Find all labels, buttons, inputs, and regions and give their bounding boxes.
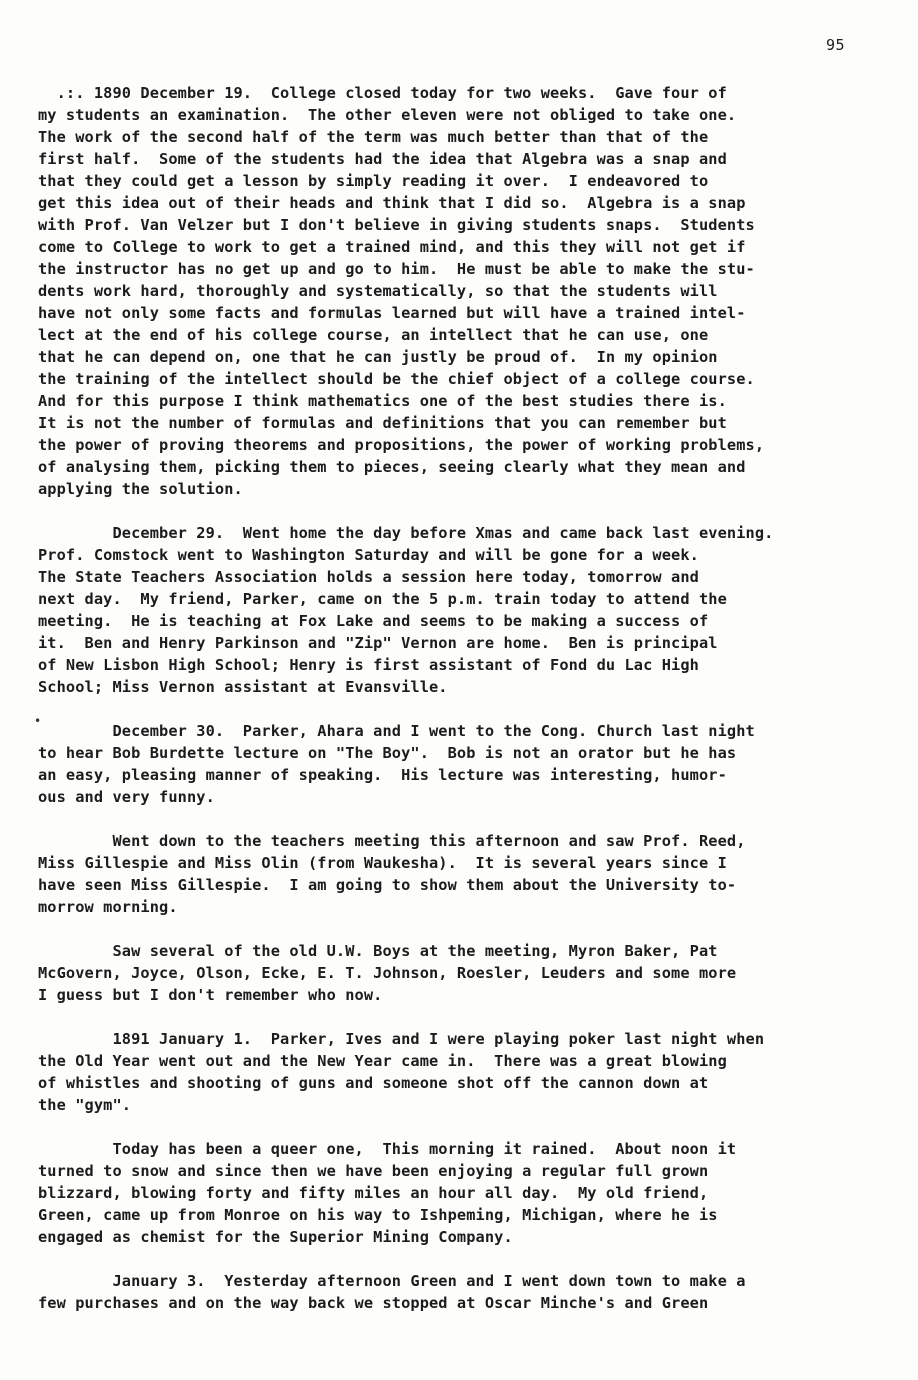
text-line: get this idea out of their heads and think that I did so. Algebra is a snap	[38, 194, 746, 212]
text-line: School; Miss Vernon assistant at Evansville.	[38, 678, 448, 696]
text-line: to hear Bob Burdette lecture on "The Boy". Bob is not an orator but he has	[38, 744, 737, 762]
text-line: have not only some facts and formulas learned but will have a trained intel-	[38, 304, 746, 322]
text-line: few purchases and on the way back we stopped at Oscar Minche's and Green	[38, 1294, 709, 1312]
text-line: It is not the number of formulas and definitions that you can remember but	[38, 414, 727, 432]
diary-entry-paragraph	[38, 830, 898, 918]
text-line: The work of the second half of the term was much better than that of the	[38, 128, 709, 146]
text-line: the instructor has no get up and go to him. He must be able to make the stu-	[38, 260, 755, 278]
text-line: morrow morning.	[38, 898, 178, 916]
text-line: that he can depend on, one that he can justly be proud of. In my opinion	[38, 348, 718, 366]
text-line: the "gym".	[38, 1096, 132, 1114]
diary-entry-paragraph	[38, 940, 898, 1006]
text-line: I guess but I don't remember who now.	[38, 986, 383, 1004]
text-line: it. Ben and Henry Parkinson and "Zip" Vernon are home. Ben is principal	[38, 634, 718, 652]
text-line: have seen Miss Gillespie. I am going to show them about the University to-	[38, 876, 737, 894]
diary-entry-paragraph	[38, 1028, 898, 1116]
text-line: Today has been a queer one, This morning it rained. About noon it	[38, 1140, 737, 1158]
text-line: my students an examination. The other eleven were not obliged to take one.	[38, 106, 737, 124]
text-line: Miss Gillespie and Miss Olin (from Waukesha). It is several years since I	[38, 854, 727, 872]
text-line: January 3. Yesterday afternoon Green and I went down town to make a	[38, 1272, 746, 1290]
ink-speck: •	[34, 714, 42, 728]
text-line: dents work hard, thoroughly and systematically, so that the students will	[38, 282, 718, 300]
text-line: blizzard, blowing forty and fifty miles an hour all day. My old friend,	[38, 1184, 709, 1202]
diary-entry-paragraph	[38, 82, 898, 500]
text-line: the Old Year went out and the New Year came in. There was a great blowing	[38, 1052, 727, 1070]
text-line: with Prof. Van Velzer but I don't believe in giving students snaps. Students	[38, 216, 755, 234]
diary-entry-paragraph	[38, 720, 898, 808]
text-line: engaged as chemist for the Superior Mining Company.	[38, 1228, 513, 1246]
page-number: 95	[826, 36, 846, 54]
diary-entry-paragraph	[38, 1138, 898, 1248]
text-line: Went down to the teachers meeting this afternoon and saw Prof. Reed,	[38, 832, 746, 850]
text-line: an easy, pleasing manner of speaking. His lecture was interesting, humor-	[38, 766, 727, 784]
diary-text	[38, 82, 898, 1314]
text-line: meeting. He is teaching at Fox Lake and seems to be making a success of	[38, 612, 709, 630]
text-line: of New Lisbon High School; Henry is first assistant of Fond du Lac High	[38, 656, 699, 674]
text-line: first half. Some of the students had the idea that Algebra was a snap and	[38, 150, 727, 168]
text-line: Prof. Comstock went to Washington Saturday and will be gone for a week.	[38, 546, 699, 564]
text-line: December 30. Parker, Ahara and I went to the Cong. Church last night	[38, 722, 755, 740]
text-line: of whistles and shooting of guns and someone shot off the cannon down at	[38, 1074, 709, 1092]
text-line: The State Teachers Association holds a session here today, tomorrow and	[38, 568, 699, 586]
text-line: of analysing them, picking them to pieces, seeing clearly what they mean and	[38, 458, 746, 476]
text-line: Green, came up from Monroe on his way to Ishpeming, Michigan, where he is	[38, 1206, 718, 1224]
text-line: December 29. Went home the day before Xmas and came back last evening.	[38, 524, 774, 542]
text-line: McGovern, Joyce, Olson, Ecke, E. T. Johnson, Roesler, Leuders and some more	[38, 964, 737, 982]
text-line: next day. My friend, Parker, came on the 5 p.m. train today to attend the	[38, 590, 727, 608]
text-line: the power of proving theorems and propositions, the power of working problems,	[38, 436, 765, 454]
diary-entry-paragraph	[38, 522, 898, 698]
text-line: ous and very funny.	[38, 788, 215, 806]
text-line: come to College to work to get a trained mind, and this they will not get if	[38, 238, 746, 256]
diary-entry-paragraph	[38, 1270, 898, 1314]
text-line: And for this purpose I think mathematics one of the best studies there is.	[38, 392, 727, 410]
text-line: 1891 January 1. Parker, Ives and I were playing poker last night when	[38, 1030, 765, 1048]
text-line: that they could get a lesson by simply reading it over. I endeavored to	[38, 172, 709, 190]
text-line: .:. 1890 December 19. College closed today for two weeks. Gave four of	[38, 84, 727, 102]
text-line: applying the solution.	[38, 480, 243, 498]
text-line: turned to snow and since then we have been enjoying a regular full grown	[38, 1162, 709, 1180]
text-line: lect at the end of his college course, an intellect that he can use, one	[38, 326, 709, 344]
text-line: the training of the intellect should be the chief object of a college course.	[38, 370, 755, 388]
text-line: Saw several of the old U.W. Boys at the meeting, Myron Baker, Pat	[38, 942, 718, 960]
